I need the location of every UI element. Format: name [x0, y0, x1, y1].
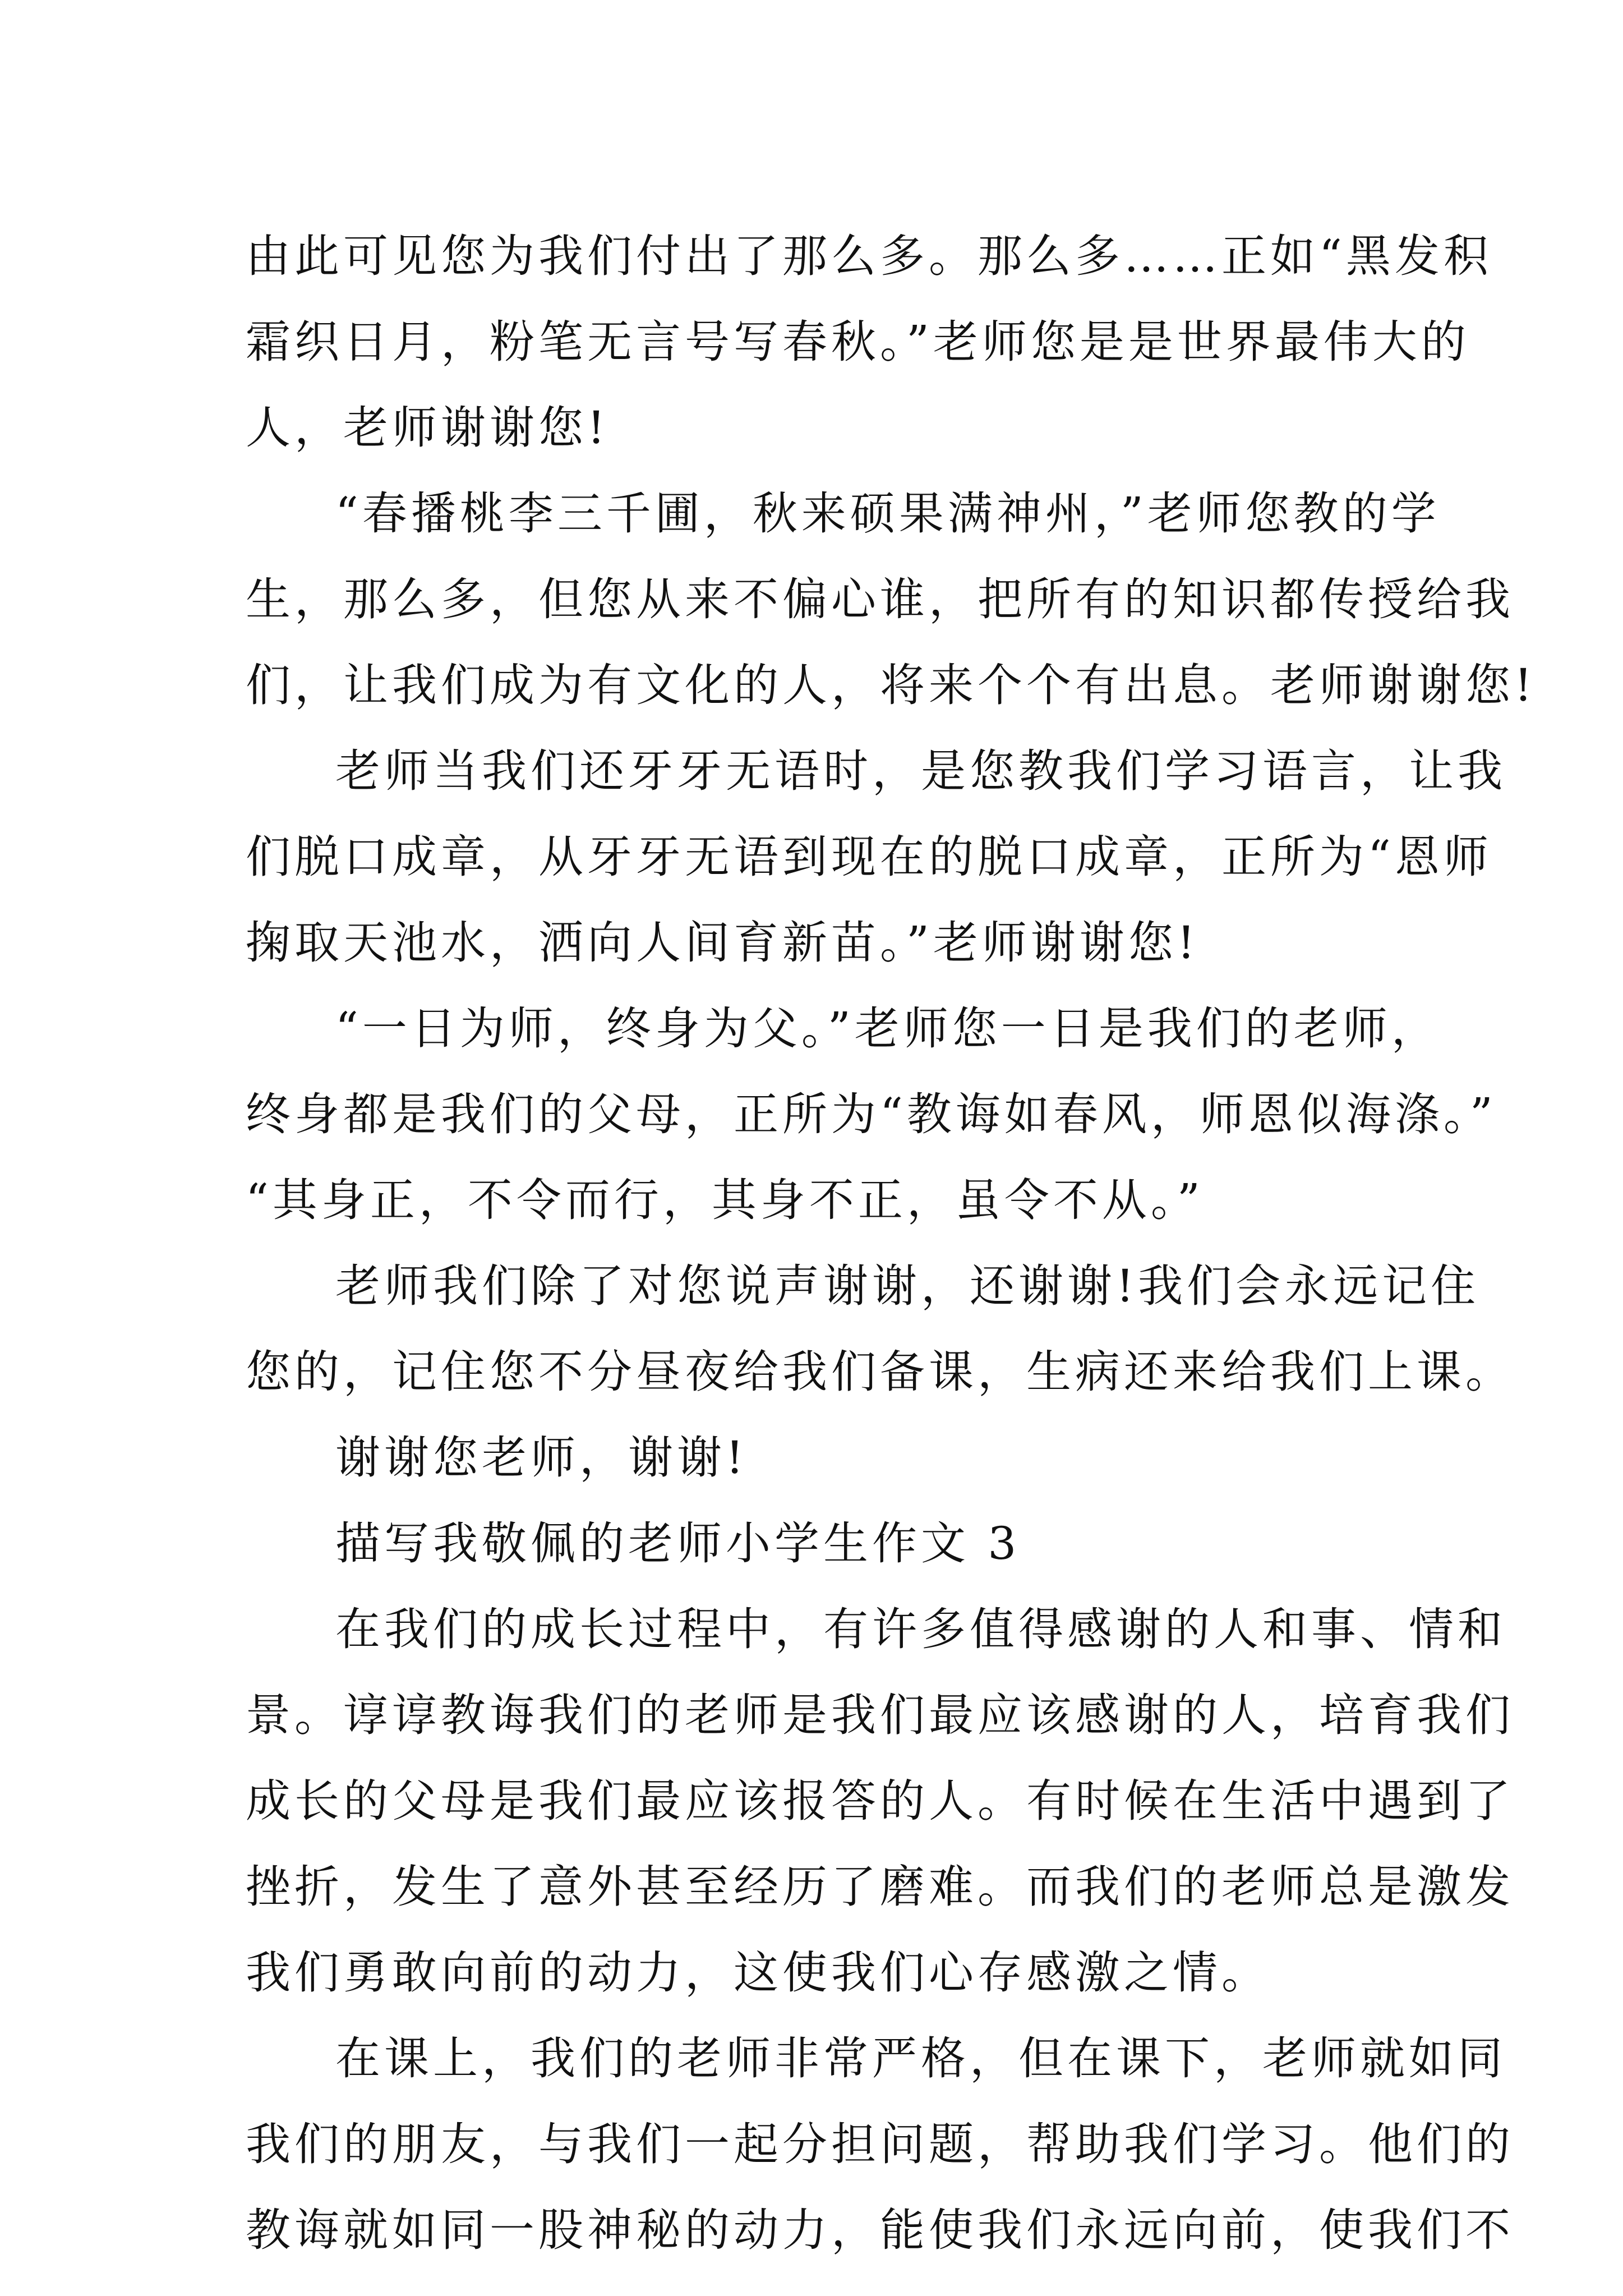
- text-line: 老师我们除了对您说声谢谢，还谢谢!我们会永远记住: [335, 1260, 1480, 1312]
- text-line: 教诲就如同一股神秘的动力，能使我们永远向前，使我们不: [246, 2204, 1514, 2256]
- paragraph-6: [246, 1415, 1390, 1501]
- text-line: 谢谢您老师，谢谢!: [335, 1432, 748, 1484]
- text-line: “一日为师，终身为父。”老师您一日是我们的老师，: [335, 1002, 1440, 1055]
- essay-title: 描写我敬佩的老师小学生作文 3: [335, 1517, 1021, 1570]
- text-line: 由此可见您为我们付出了那么多。那么多……正如“黑发积: [246, 230, 1492, 282]
- text-line: “其身正，不令而行，其身不正，虽令不从。”: [246, 1174, 1204, 1226]
- text-line: 在我们的成长过程中，有许多值得感谢的人和事、情和: [335, 1603, 1506, 1655]
- paragraph-2: [246, 471, 1537, 728]
- paragraph-1: [246, 213, 1492, 471]
- paragraph-7: [246, 1586, 1514, 2016]
- text-line: 终身都是我们的父母，正所为“教诲如春风，师恩似海涤。”: [246, 1088, 1497, 1140]
- text-line: 在课上，我们的老师非常严格，但在课下，老师就如同: [335, 2032, 1506, 2085]
- text-line: 们，让我们成为有文化的人，将来个个有出息。老师谢谢您!: [246, 659, 1537, 711]
- paragraph-8: [246, 2016, 1514, 2273]
- document-body: [246, 213, 1537, 2273]
- text-line: 霜织日月，粉笔无言号写春秋。”老师您是是世界最伟大的: [246, 316, 1470, 368]
- text-line: 我们勇敢向前的动力，这使我们心存感激之情。: [246, 1947, 1270, 1999]
- paragraph-5: [246, 1243, 1514, 1415]
- text-line: 掬取天池水，洒向人间育新苗。”老师谢谢您!: [246, 917, 1200, 969]
- text-line: 挫折，发生了意外甚至经历了磨难。而我们的老师总是激发: [246, 1861, 1514, 1913]
- section-heading: [246, 1501, 1390, 1586]
- paragraph-4: [246, 986, 1497, 1243]
- text-line: 我们的朋友，与我们一起分担问题，帮助我们学习。他们的: [246, 2118, 1514, 2170]
- text-line: 生，那么多，但您从来不偏心谁，把所有的知识都传授给我: [246, 573, 1514, 625]
- text-line: 人，老师谢谢您!: [246, 402, 610, 454]
- text-line: 景。谆谆教诲我们的老师是我们最应该感谢的人，培育我们: [246, 1689, 1514, 1741]
- text-line: 们脱口成章，从牙牙无语到现在的脱口成章，正所为“恩师: [246, 831, 1492, 883]
- text-line: “春播桃李三千圃，秋来硕果满神州，”老师您教的学: [335, 487, 1440, 540]
- text-line: 成长的父母是我们最应该报答的人。有时候在生活中遇到了: [246, 1775, 1514, 1827]
- text-line: 您的，记住您不分昼夜给我们备课，生病还来给我们上课。: [246, 1346, 1514, 1398]
- text-line: 老师当我们还牙牙无语时，是您教我们学习语言，让我: [335, 745, 1506, 797]
- paragraph-3: [246, 728, 1506, 986]
